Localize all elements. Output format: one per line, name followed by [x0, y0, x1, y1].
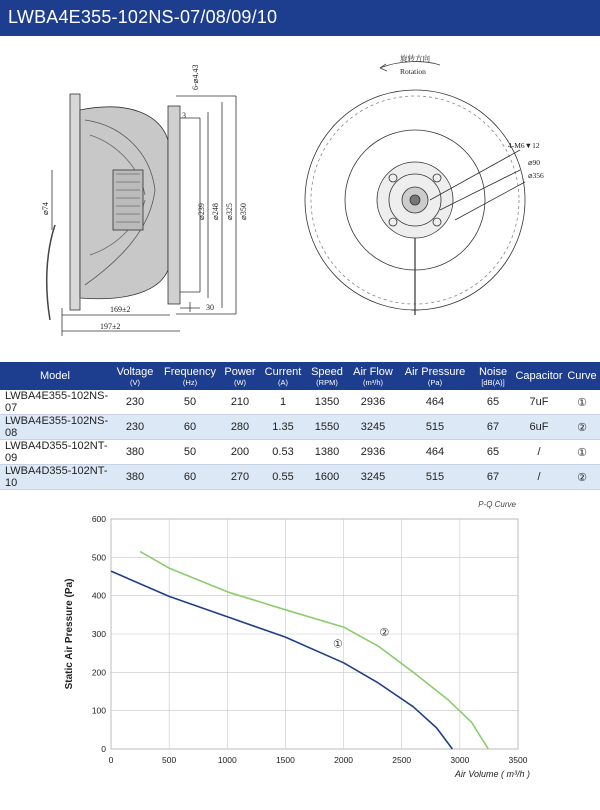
- table-cell: LWBA4E355-102NS-07: [0, 390, 110, 415]
- dim-30: 30: [206, 303, 214, 312]
- column-header-label: Noise: [478, 365, 508, 378]
- curve-label: ①: [332, 637, 343, 651]
- x-tick-label: 2500: [392, 755, 412, 765]
- table-cell: 1.35: [260, 415, 306, 440]
- column-header-unit: [dB(A)]: [481, 377, 505, 387]
- table-cell: ②: [564, 415, 600, 440]
- table-cell: ②: [564, 465, 600, 490]
- dim-239: ⌀239: [197, 203, 206, 220]
- y-tick-label: 600: [91, 514, 106, 524]
- table-cell: 270: [220, 465, 260, 490]
- table-cell: 280: [220, 415, 260, 440]
- table-cell: ①: [564, 390, 600, 415]
- column-header-unit: (V): [130, 377, 140, 387]
- table-cell: 3245: [348, 465, 398, 490]
- y-axis-label: Static Air Pressure (Pa): [64, 578, 75, 690]
- column-header: [514, 362, 564, 390]
- table-cell: 1380: [306, 440, 348, 465]
- table-cell: 515: [398, 465, 472, 490]
- table-row: [0, 415, 600, 440]
- column-header-label: Curve: [567, 370, 597, 382]
- column-header: [0, 362, 110, 390]
- table-cell: 380: [110, 465, 160, 490]
- y-tick-label: 100: [91, 705, 106, 716]
- y-tick-label: 500: [91, 552, 106, 563]
- y-tick-label: 200: [91, 667, 106, 678]
- column-header-label: Power: [224, 365, 256, 378]
- table-header-row: [0, 362, 600, 390]
- column-header: [348, 362, 398, 390]
- side-view: [47, 94, 236, 336]
- column-header-unit: (W): [233, 377, 247, 387]
- table-cell: 3245: [348, 415, 398, 440]
- table-cell: LWBA4D355-102NT-09: [0, 440, 110, 465]
- dim-74: ⌀74: [41, 202, 50, 215]
- column-header-unit: (Pa): [427, 377, 443, 387]
- front-view: [305, 62, 525, 315]
- table-cell: 60: [160, 465, 220, 490]
- rotation-en-label: Rotation: [400, 67, 426, 76]
- table-cell: 464: [398, 390, 472, 415]
- dim-holes: 6-⌀4.43: [191, 64, 200, 90]
- table-cell: 1600: [306, 465, 348, 490]
- dim-197: 197±2: [100, 322, 121, 331]
- column-header-label: Frequency: [164, 365, 216, 378]
- pq-curve-chart: [0, 492, 600, 810]
- dim-325: ⌀325: [225, 203, 234, 220]
- front-view-labels: [400, 53, 544, 180]
- column-header-label: Air Pressure: [404, 365, 466, 378]
- column-header-label: Current: [264, 365, 302, 378]
- x-tick-label: 3000: [450, 755, 470, 765]
- x-tick-label: 1500: [275, 755, 295, 765]
- table-cell: 464: [398, 440, 472, 465]
- x-tick-label: 2000: [334, 755, 354, 765]
- table-cell: 67: [472, 465, 514, 490]
- column-header: [564, 362, 600, 390]
- table-body: [0, 390, 600, 490]
- dim-3: 3: [182, 111, 186, 120]
- table-row: [0, 440, 600, 465]
- page-title: LWBA4E355-102NS-07/08/09/10: [8, 7, 278, 27]
- table-cell: 230: [110, 415, 160, 440]
- table-cell: /: [514, 440, 564, 465]
- table-cell: 65: [472, 390, 514, 415]
- table-cell: 1: [260, 390, 306, 415]
- y-tick-label: 0: [101, 744, 106, 754]
- table-cell: 60: [160, 415, 220, 440]
- column-header-unit: (Hz): [182, 377, 198, 387]
- curve-label: ②: [379, 625, 390, 639]
- title-bar: [0, 0, 600, 36]
- table-cell: 380: [110, 440, 160, 465]
- d90-label: ⌀90: [528, 158, 541, 167]
- column-header-unit: (RPM): [316, 377, 338, 387]
- table-cell: ①: [564, 440, 600, 465]
- dim-248: ⌀248: [211, 203, 220, 220]
- table-cell: 210: [220, 390, 260, 415]
- chart-title: P-Q Curve: [478, 500, 516, 509]
- y-tick-label: 300: [91, 629, 106, 639]
- y-tick-label: 400: [91, 590, 106, 601]
- column-header: [110, 362, 160, 390]
- table-row: [0, 465, 600, 490]
- table-cell: 2936: [348, 390, 398, 415]
- technical-drawing: [0, 40, 600, 360]
- table-cell: 6uF: [514, 415, 564, 440]
- x-axis-label: Air Volume ( m³/h ): [454, 769, 530, 779]
- table-cell: 50: [160, 440, 220, 465]
- column-header: [472, 362, 514, 390]
- table-cell: 515: [398, 415, 472, 440]
- table-cell: 230: [110, 390, 160, 415]
- x-tick-label: 0: [108, 755, 114, 765]
- column-header: [160, 362, 220, 390]
- table-cell: 1350: [306, 390, 348, 415]
- column-header-label: Capacitor: [515, 370, 563, 382]
- table-cell: 200: [220, 440, 260, 465]
- spec-table: [0, 362, 600, 490]
- table-cell: 50: [160, 390, 220, 415]
- table-cell: /: [514, 465, 564, 490]
- column-header-unit: (A): [278, 377, 288, 387]
- table-cell: 0.53: [260, 440, 306, 465]
- dim-350: ⌀350: [239, 203, 248, 220]
- dim-169: 169±2: [110, 305, 131, 314]
- x-tick-label: 1000: [217, 755, 237, 765]
- table-cell: 2936: [348, 440, 398, 465]
- column-header-label: Voltage: [116, 365, 154, 378]
- column-header: [220, 362, 260, 390]
- table-cell: 1550: [306, 415, 348, 440]
- table-cell: LWBA4D355-102NT-10: [0, 465, 110, 490]
- bolt-label: 4-M6▼12: [508, 141, 540, 150]
- column-header-label: Model: [40, 370, 70, 382]
- column-header-label: Air Flow: [353, 365, 393, 378]
- column-header: [260, 362, 306, 390]
- column-header-label: Speed: [311, 365, 343, 378]
- table-cell: LWBA4E355-102NS-08: [0, 415, 110, 440]
- table-row: [0, 390, 600, 415]
- table-cell: 7uF: [514, 390, 564, 415]
- x-tick-label: 500: [162, 755, 177, 765]
- rotation-cn-label: 旋转方向: [400, 54, 430, 63]
- table-cell: 65: [472, 440, 514, 465]
- table-cell: 0.55: [260, 465, 306, 490]
- column-header-unit: (m³/h): [363, 377, 383, 387]
- column-header: [306, 362, 348, 390]
- x-tick-label: 3500: [508, 755, 528, 765]
- column-header: [398, 362, 472, 390]
- table-cell: 67: [472, 415, 514, 440]
- d356-label: ⌀356: [528, 171, 544, 180]
